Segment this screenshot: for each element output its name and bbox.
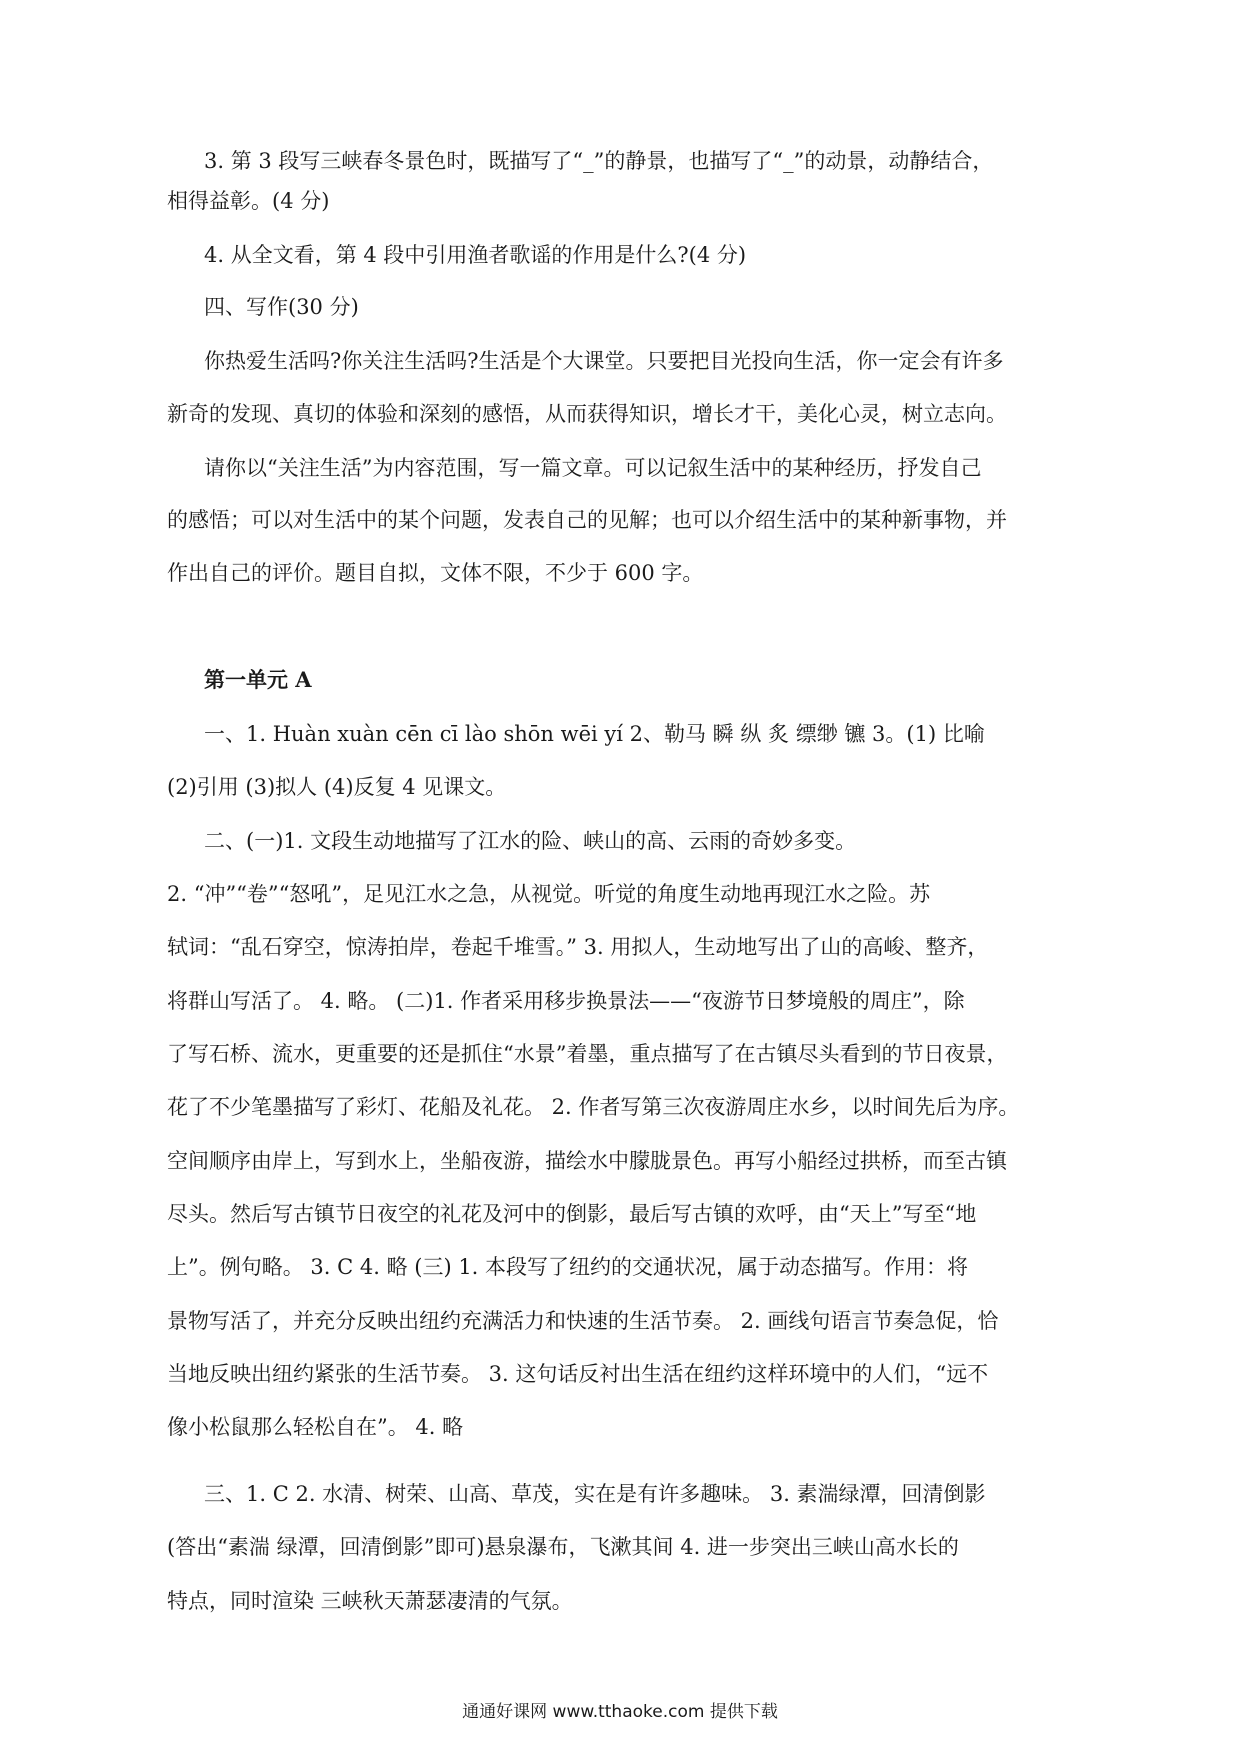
answer-line-4: 2. “冲”“卷”“怒吼”，足见江水之急，从视觉。听觉的角度生动地再现江水之险。苏	[167, 882, 931, 906]
writing-prompt-line-5: 作出自己的评价。题目自拟，文体不限，不少于 600 字。	[167, 561, 704, 585]
answer-line-8: 花了不少笔墨描写了彩灯、花船及礼花。 2. 作者写第三次夜游周庄水乡，以时间先后为序。	[167, 1095, 1020, 1119]
writing-prompt-line-3: 请你以“关注生活”为内容范围，写一篇文章。可以记叙生活中的某种经历，抒发自己	[204, 456, 982, 480]
section-heading-writing: 四、写作(30 分)	[204, 295, 359, 319]
answer-line-10: 尽头。然后写古镇节日夜空的礼花及河中的倒影，最后写古镇的欢呼，由“天上”写至“地	[167, 1202, 977, 1226]
answer-line-3: 二、(一)1. 文段生动地描写了江水的险、峡山的高、云雨的奇妙多变。	[204, 829, 857, 853]
answer-line-15: 三、1. C 2. 水清、树荣、山高、草茂，实在是有许多趣味。 3. 素湍绿潭，回清倒影	[204, 1482, 986, 1506]
unit-heading: 第一单元 A	[204, 667, 312, 692]
writing-prompt-line-4: 的感悟；可以对生活中的某个问题，发表自己的见解；也可以介绍生活中的某种新事物，并	[167, 508, 1007, 532]
writing-prompt-line-2: 新奇的发现、真切的体验和深刻的感悟，从而获得知识，增长才干，美化心灵，树立志向。	[167, 402, 1007, 426]
answer-line-11: 上”。例句略。 3. C 4. 略 (三) 1. 本段写了纽约的交通状况，属于动态描写。作用：将	[167, 1255, 969, 1279]
page-footer: 通通好课网 www.tthaoke.com 提供下载	[462, 1702, 778, 1722]
answer-line-7: 了写石桥、流水，更重要的还是抓住“水景”着墨，重点描写了在古镇尽头看到的节日夜景，	[167, 1042, 1008, 1066]
question-4: 4. 从全文看，第 4 段中引用渔者歌谣的作用是什么?(4 分)	[204, 243, 747, 267]
question-3-line-1: 3. 第 3 段写三峡春冬景色时，既描写了“_”的静景，也描写了“_”的动景，动静结合，	[204, 149, 994, 173]
answer-line-9: 空间顺序由岸上，写到水上，坐船夜游，描绘水中朦胧景色。再写小船经过拱桥，而至古镇	[167, 1149, 1007, 1173]
answer-line-1: 一、1. Huàn xuàn cēn cī lào shōn wēi yí 2、勒马 瞬 纵 炙 缥缈 镳 3。(1) 比喻	[204, 722, 985, 746]
answer-line-14: 像小松鼠那么轻松自在”。 4. 略	[167, 1415, 464, 1439]
answer-line-5: 轼词：“乱石穿空，惊涛拍岸，卷起千堆雪。” 3. 用拟人，生动地写出了山的高峻、整齐，	[167, 935, 989, 959]
writing-prompt-line-1: 你热爱生活吗?你关注生活吗?生活是个大课堂。只要把目光投向生活，你一定会有许多	[204, 349, 1004, 373]
question-3-line-2: 相得益彰。(4 分)	[167, 189, 330, 213]
answer-line-12: 景物写活了，并充分反映出纽约充满活力和快速的生活节奏。 2. 画线句语言节奏急促，恰	[167, 1309, 999, 1333]
answer-line-2: (2)引用 (3)拟人 (4)反复 4 见课文。	[167, 775, 507, 799]
answer-line-16: (答出“素湍 绿潭，回清倒影”即可)悬泉瀑布，飞漱其间 4. 进一步突出三峡山高水长的	[167, 1535, 959, 1559]
answer-line-17: 特点，同时渲染 三峡秋天萧瑟凄清的气氛。	[167, 1589, 573, 1613]
answer-line-13: 当地反映出纽约紧张的生活节奏。 3. 这句话反衬出生活在纽约这样环境中的人们，“远不	[167, 1362, 989, 1386]
answer-line-6: 将群山写活了。 4. 略。 (二)1. 作者采用移步换景法——“夜游节日梦境般的周庄”，除	[167, 989, 965, 1013]
